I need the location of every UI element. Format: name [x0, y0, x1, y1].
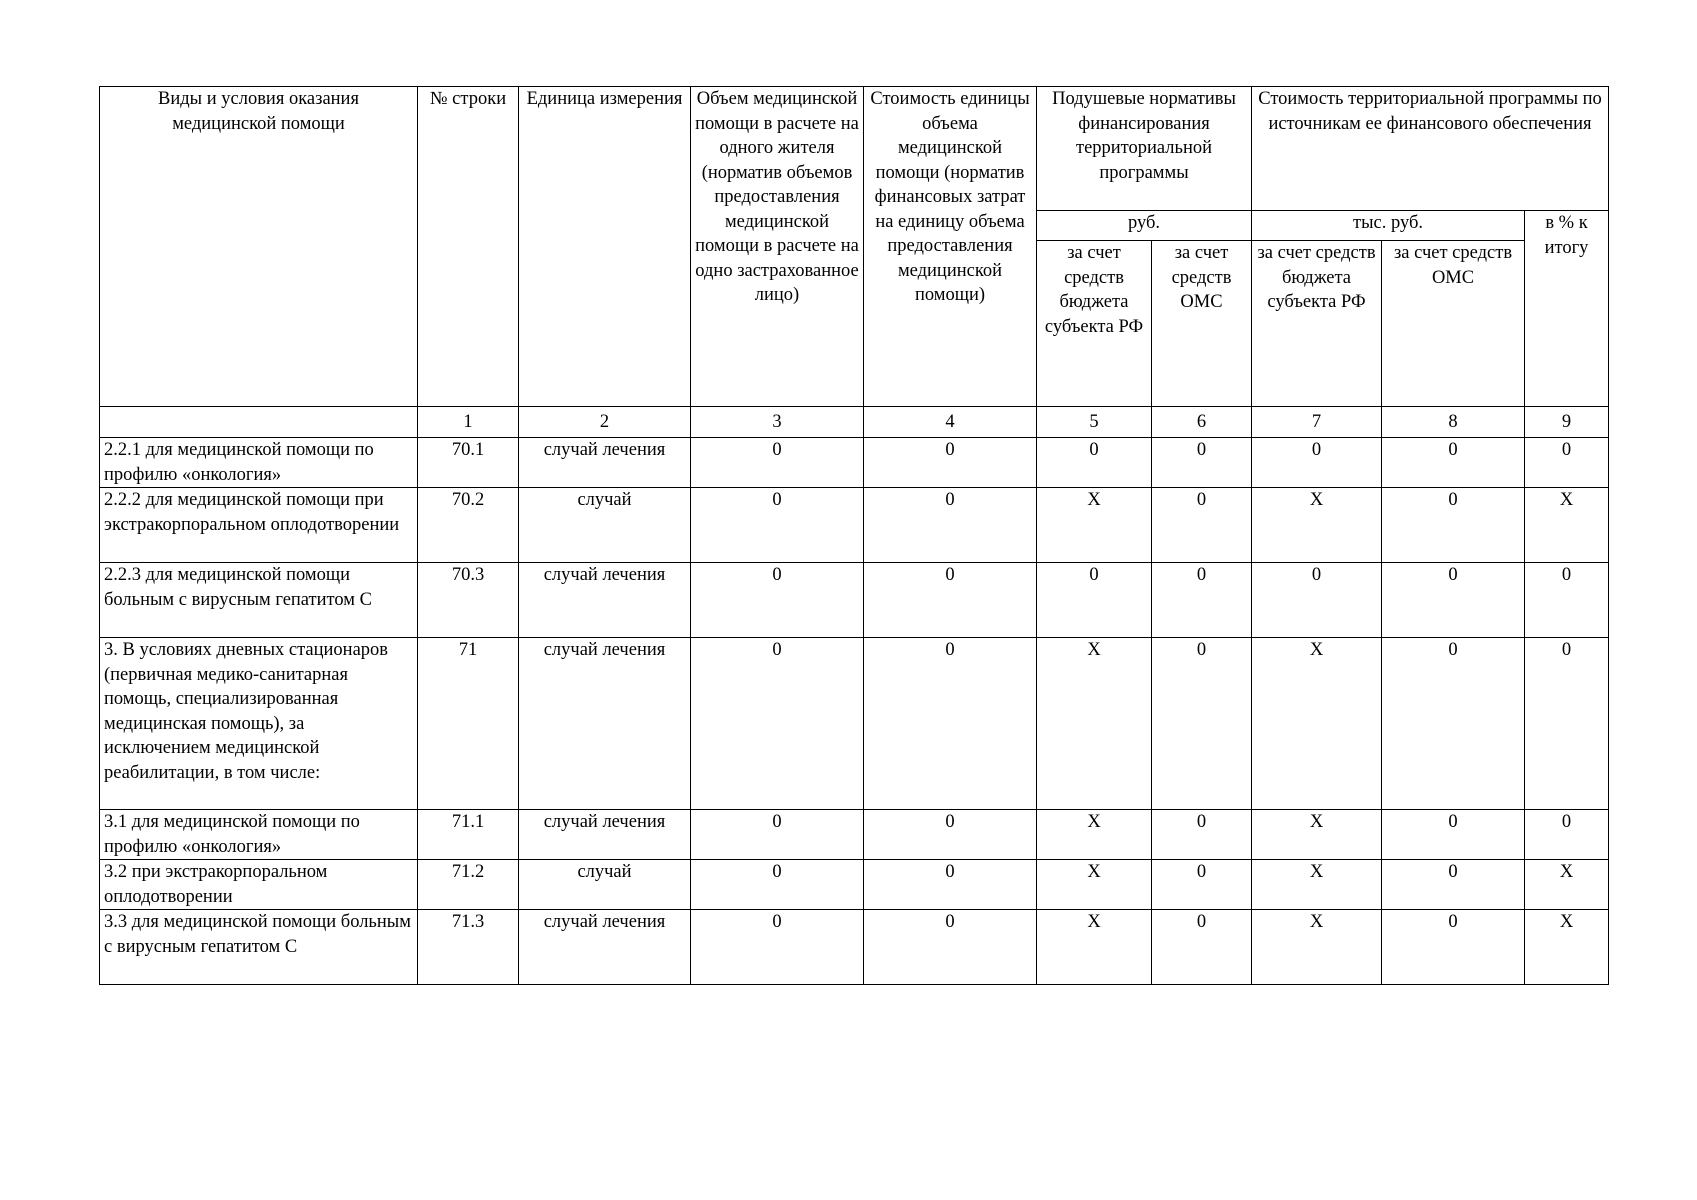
row-budget-thousand: Х — [1252, 638, 1382, 810]
row-budget-thousand: 0 — [1252, 438, 1382, 488]
row-oms-thousand: 0 — [1382, 563, 1525, 638]
header-program-cost: Стоимость территориальной программы по источникам ее финансового обеспечения — [1252, 87, 1609, 211]
row-percent: Х — [1525, 488, 1609, 563]
table-row — [100, 488, 1609, 563]
header-oms-thousand: за счет средств ОМС — [1382, 241, 1525, 407]
row-cost: 0 — [864, 810, 1037, 860]
header-kind: Виды и условия оказания медицинской помощи — [100, 87, 418, 407]
row-unit: случай лечения — [519, 810, 691, 860]
row-percent: 0 — [1525, 563, 1609, 638]
column-number: 4 — [864, 407, 1037, 438]
row-volume: 0 — [691, 438, 864, 488]
row-budget-rub: 0 — [1037, 563, 1152, 638]
row-kind: 3.1 для медицинской помощи по профилю «онкология» — [100, 810, 418, 860]
row-percent: Х — [1525, 910, 1609, 985]
row-cost: 0 — [864, 910, 1037, 985]
row-unit: случай лечения — [519, 638, 691, 810]
table-row — [100, 860, 1609, 910]
row-unit: случай — [519, 860, 691, 910]
row-budget-rub: 0 — [1037, 438, 1152, 488]
row-budget-thousand: Х — [1252, 810, 1382, 860]
row-kind: 3.3 для медицинской помощи больным с вирусным гепатитом С — [100, 910, 418, 985]
column-number-row — [100, 407, 1609, 438]
column-number: 6 — [1152, 407, 1252, 438]
row-oms-rub: 0 — [1152, 438, 1252, 488]
row-number: 71.1 — [418, 810, 519, 860]
row-kind: 2.2.1 для медицинской помощи по профилю «онкология» — [100, 438, 418, 488]
column-number: 1 — [418, 407, 519, 438]
row-volume: 0 — [691, 810, 864, 860]
row-budget-thousand: 0 — [1252, 563, 1382, 638]
row-oms-thousand: 0 — [1382, 638, 1525, 810]
row-cost: 0 — [864, 488, 1037, 563]
row-oms-thousand: 0 — [1382, 910, 1525, 985]
row-percent: 0 — [1525, 810, 1609, 860]
row-oms-rub: 0 — [1152, 638, 1252, 810]
header-volume: Объем медицинской помощи в расчете на одного жителя (норматив объемов предоставления медицинской помощи в расчете на одно застрахованное лицо) — [691, 87, 864, 407]
column-number-blank — [100, 407, 418, 438]
row-volume: 0 — [691, 638, 864, 810]
table-row — [100, 910, 1609, 985]
row-volume: 0 — [691, 860, 864, 910]
row-percent: 0 — [1525, 638, 1609, 810]
row-percent: 0 — [1525, 438, 1609, 488]
row-oms-thousand: 0 — [1382, 488, 1525, 563]
row-oms-rub: 0 — [1152, 910, 1252, 985]
row-unit: случай — [519, 488, 691, 563]
header-oms-rub: за счет средств ОМС — [1152, 241, 1252, 407]
row-oms-thousand: 0 — [1382, 438, 1525, 488]
row-cost: 0 — [864, 638, 1037, 810]
row-oms-thousand: 0 — [1382, 810, 1525, 860]
column-number: 9 — [1525, 407, 1609, 438]
document-page — [99, 86, 1608, 985]
table-row — [100, 563, 1609, 638]
table-row — [100, 638, 1609, 810]
row-oms-rub: 0 — [1152, 810, 1252, 860]
row-unit: случай лечения — [519, 438, 691, 488]
row-budget-thousand: Х — [1252, 860, 1382, 910]
table-row — [100, 438, 1609, 488]
row-budget-rub: Х — [1037, 488, 1152, 563]
column-number: 3 — [691, 407, 864, 438]
column-number: 2 — [519, 407, 691, 438]
row-number: 70.1 — [418, 438, 519, 488]
row-oms-rub: 0 — [1152, 860, 1252, 910]
row-volume: 0 — [691, 563, 864, 638]
row-unit: случай лечения — [519, 910, 691, 985]
row-volume: 0 — [691, 910, 864, 985]
row-cost: 0 — [864, 438, 1037, 488]
header-thousand-rub: тыс. руб. — [1252, 211, 1525, 241]
row-budget-thousand: Х — [1252, 488, 1382, 563]
header-unit: Единица измерения — [519, 87, 691, 407]
row-kind: 3.2 при экстракорпоральном оплодотворении — [100, 860, 418, 910]
row-number: 71.3 — [418, 910, 519, 985]
column-number: 8 — [1382, 407, 1525, 438]
column-number: 7 — [1252, 407, 1382, 438]
row-number: 70.3 — [418, 563, 519, 638]
row-budget-rub: Х — [1037, 910, 1152, 985]
header-cost: Стоимость единицы объема медицинской помощи (норматив финансовых затрат на единицу объема предоставления медицинской помощи) — [864, 87, 1037, 407]
header-percent: в % к итогу — [1525, 211, 1609, 407]
row-volume: 0 — [691, 488, 864, 563]
header-row-top — [100, 87, 1609, 211]
row-oms-rub: 0 — [1152, 488, 1252, 563]
row-cost: 0 — [864, 563, 1037, 638]
header-budget-rub: за счет средств бюджета субъекта РФ — [1037, 241, 1152, 407]
row-oms-thousand: 0 — [1382, 860, 1525, 910]
header-row-no: № строки — [418, 87, 519, 407]
row-percent: Х — [1525, 860, 1609, 910]
table-row — [100, 810, 1609, 860]
row-kind: 2.2.3 для медицинской помощи больным с вирусным гепатитом С — [100, 563, 418, 638]
row-unit: случай лечения — [519, 563, 691, 638]
header-rub: руб. — [1037, 211, 1252, 241]
row-oms-rub: 0 — [1152, 563, 1252, 638]
column-number: 5 — [1037, 407, 1152, 438]
row-budget-rub: Х — [1037, 860, 1152, 910]
row-budget-rub: Х — [1037, 810, 1152, 860]
financing-table — [99, 86, 1609, 985]
row-kind: 2.2.2 для медицинской помощи при экстракорпоральном оплодотворении — [100, 488, 418, 563]
header-budget-thousand: за счет средств бюджета субъекта РФ — [1252, 241, 1382, 407]
row-budget-thousand: Х — [1252, 910, 1382, 985]
row-number: 71 — [418, 638, 519, 810]
row-number: 71.2 — [418, 860, 519, 910]
row-cost: 0 — [864, 860, 1037, 910]
row-kind: 3. В условиях дневных стационаров (первичная медико-санитарная помощь, специализированная медицинская помощь), за исключением медицинской реабилитации, в том числе: — [100, 638, 418, 810]
row-budget-rub: Х — [1037, 638, 1152, 810]
header-per-capita: Подушевые нормативы финансирования территориальной программы — [1037, 87, 1252, 211]
row-number: 70.2 — [418, 488, 519, 563]
